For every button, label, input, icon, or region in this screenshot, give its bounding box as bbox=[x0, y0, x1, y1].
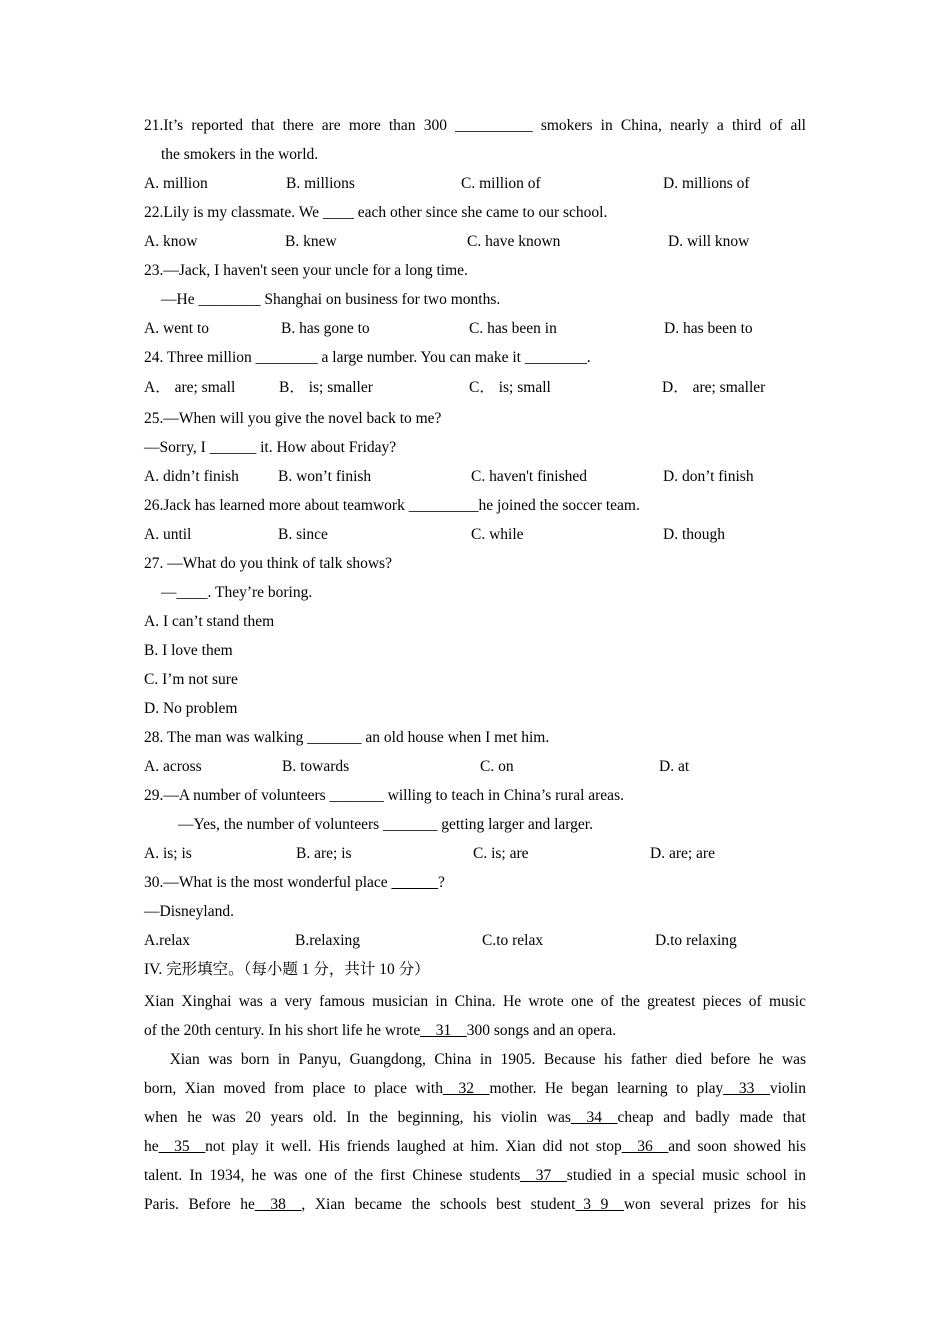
q22-option-b[interactable]: B. knew bbox=[285, 233, 337, 250]
passage-text: he bbox=[144, 1138, 159, 1155]
q25-option-d[interactable]: D. don’t finish bbox=[663, 468, 754, 485]
q24-stem: 24. Three million ________ a large number. You can make it ________. bbox=[144, 349, 591, 366]
blank-35: __35__ bbox=[158, 1138, 206, 1155]
q22-option-c[interactable]: C. have known bbox=[467, 233, 561, 250]
q30-option-b[interactable]: B.relaxing bbox=[295, 932, 360, 949]
q30-stem-end: ? bbox=[438, 874, 445, 891]
passage-text: of the 20th century. In his short life he wrote bbox=[144, 1022, 421, 1039]
passage-p2-line6 bbox=[144, 1195, 806, 1215]
passage-text: 300 songs and an opera. bbox=[466, 1022, 617, 1039]
blank-37: __37__ bbox=[520, 1167, 567, 1184]
q30-stem-line2: —Disneyland. bbox=[144, 903, 234, 920]
q29-stem-line2: —Yes, the number of volunteers _______ getting larger and larger. bbox=[178, 816, 593, 833]
q22-option-a[interactable]: A. know bbox=[144, 233, 198, 250]
q27-stem-line2: —____. They’re boring. bbox=[161, 584, 313, 601]
q27-option-b[interactable]: B. I love them bbox=[144, 642, 233, 659]
q30-option-c[interactable]: C.to relax bbox=[482, 932, 544, 949]
blank-34: __34__ bbox=[570, 1109, 618, 1126]
q23-option-c[interactable]: C. has been in bbox=[469, 320, 557, 337]
q26-option-c[interactable]: C. while bbox=[471, 526, 524, 543]
section-4-heading: IV. 完形填空。（每小题 1 分，共计 10 分） bbox=[144, 961, 430, 978]
q30-stem-text: 30.—What is the most wonderful place bbox=[144, 874, 392, 891]
passage-text: cheap and badly made that bbox=[617, 1109, 806, 1126]
q27-stem-line1: 27. —What do you think of talk shows? bbox=[144, 555, 392, 572]
q25-option-c[interactable]: C. haven't finished bbox=[471, 468, 588, 485]
q29-stem-line1: 29.—A number of volunteers _______ willing to teach in China’s rural areas. bbox=[144, 787, 624, 804]
q26-option-a[interactable]: A. until bbox=[144, 526, 192, 543]
q28-option-a[interactable]: A. across bbox=[144, 758, 202, 775]
q29-option-c[interactable]: C. is; are bbox=[473, 845, 529, 862]
q22-option-d[interactable]: D. will know bbox=[668, 233, 750, 250]
passage-p2-line1 bbox=[144, 1050, 806, 1070]
blank-33: __33__ bbox=[723, 1080, 770, 1097]
q23-option-a[interactable]: A. went to bbox=[144, 320, 210, 337]
q28-option-d[interactable]: D. at bbox=[659, 758, 690, 775]
q24-option-d[interactable]: D． are; smaller bbox=[662, 379, 766, 396]
q24-option-b[interactable]: B． is; smaller bbox=[279, 379, 373, 396]
q21-option-a[interactable]: A. million bbox=[144, 175, 208, 192]
q21-option-d[interactable]: D. millions of bbox=[663, 175, 750, 192]
q30-option-a[interactable]: A.relax bbox=[144, 932, 191, 949]
q30-option-d[interactable]: D.to relaxing bbox=[655, 932, 737, 949]
passage-p2-line3 bbox=[144, 1108, 806, 1128]
blank-38: __38__ bbox=[254, 1196, 302, 1213]
passage-text: talent. In 1934, he was one of the first Chinese students bbox=[144, 1167, 521, 1184]
passage-text: Xian was born in Panyu, Guangdong, China in 1905. Because his father died before he was bbox=[169, 1051, 806, 1068]
q26-option-d[interactable]: D. though bbox=[663, 526, 725, 543]
passage-text: Paris. Before he bbox=[144, 1196, 255, 1213]
q23-option-b[interactable]: B. has gone to bbox=[281, 320, 370, 337]
passage-p2-line5 bbox=[144, 1166, 806, 1186]
q23-option-d[interactable]: D. has been to bbox=[664, 320, 753, 337]
passage-p1-line1: Xian Xinghai was a very famous musician in China. He wrote one of the greatest pieces of music bbox=[144, 993, 806, 1010]
q30-blank: ______ bbox=[391, 874, 439, 891]
passage-text: studied in a special music school in bbox=[566, 1167, 807, 1184]
q25-option-b[interactable]: B. won’t finish bbox=[278, 468, 372, 485]
blank-39: _3 9__ bbox=[575, 1196, 624, 1213]
q21-stem-line2: the smokers in the world. bbox=[161, 146, 319, 163]
passage-p2-line4 bbox=[144, 1137, 806, 1157]
q25-option-a[interactable]: A. didn’t finish bbox=[144, 468, 239, 485]
passage-p1-line2 bbox=[144, 1021, 616, 1041]
passage-text: violin bbox=[769, 1080, 806, 1097]
q23-stem-line1: 23.—Jack, I haven't seen your uncle for a long time. bbox=[144, 262, 468, 279]
blank-31: __31__ bbox=[420, 1022, 467, 1039]
q29-option-d[interactable]: D. are; are bbox=[650, 845, 715, 862]
q25-stem-line1: 25.—When will you give the novel back to me? bbox=[144, 410, 442, 427]
passage-text: won several prizes for his bbox=[623, 1196, 806, 1213]
passage-text: not play it well. His friends laughed at him. Xian did not stop bbox=[205, 1138, 622, 1155]
passage-text: and soon showed his bbox=[668, 1138, 807, 1155]
q23-stem-line2: —He ________ Shanghai on business for two months. bbox=[161, 291, 501, 308]
q29-option-b[interactable]: B. are; is bbox=[296, 845, 352, 862]
q21-option-c[interactable]: C. million of bbox=[461, 175, 541, 192]
q25-stem-line2: —Sorry, I ______ it. How about Friday? bbox=[144, 439, 397, 456]
passage-text: mother. He began learning to play bbox=[489, 1080, 724, 1097]
q24-option-a[interactable]: A． are; small bbox=[144, 379, 236, 396]
q29-option-a[interactable]: A. is; is bbox=[144, 845, 192, 862]
q26-stem: 26.Jack has learned more about teamwork _________he joined the soccer team. bbox=[144, 497, 640, 514]
q30-stem-line1 bbox=[144, 873, 445, 893]
passage-text: when he was 20 years old. In the beginning, his violin was bbox=[144, 1109, 571, 1126]
q27-option-c[interactable]: C. I’m not sure bbox=[144, 671, 238, 688]
passage-text: born, Xian moved from place to place with bbox=[144, 1080, 443, 1097]
q28-stem: 28. The man was walking _______ an old house when I met him. bbox=[144, 729, 550, 746]
q28-option-b[interactable]: B. towards bbox=[282, 758, 350, 775]
q28-option-c[interactable]: C. on bbox=[480, 758, 514, 775]
q27-option-d[interactable]: D. No problem bbox=[144, 700, 238, 717]
q21-option-b[interactable]: B. millions bbox=[286, 175, 355, 192]
blank-32: __32__ bbox=[442, 1080, 490, 1097]
passage-text: , Xian became the schools best student bbox=[301, 1196, 576, 1213]
q26-option-b[interactable]: B. since bbox=[278, 526, 328, 543]
q27-option-a[interactable]: A. I can’t stand them bbox=[144, 613, 275, 630]
q22-stem: 22.Lily is my classmate. We ____ each other since she came to our school. bbox=[144, 204, 608, 221]
q24-option-c[interactable]: C． is; small bbox=[469, 379, 551, 396]
passage-p2-line2 bbox=[144, 1079, 806, 1099]
blank-36: __36__ bbox=[621, 1138, 669, 1155]
q21-stem-line1: 21.It’s reported that there are more than 300 __________ smokers in China, nearly a third of all bbox=[144, 117, 806, 134]
